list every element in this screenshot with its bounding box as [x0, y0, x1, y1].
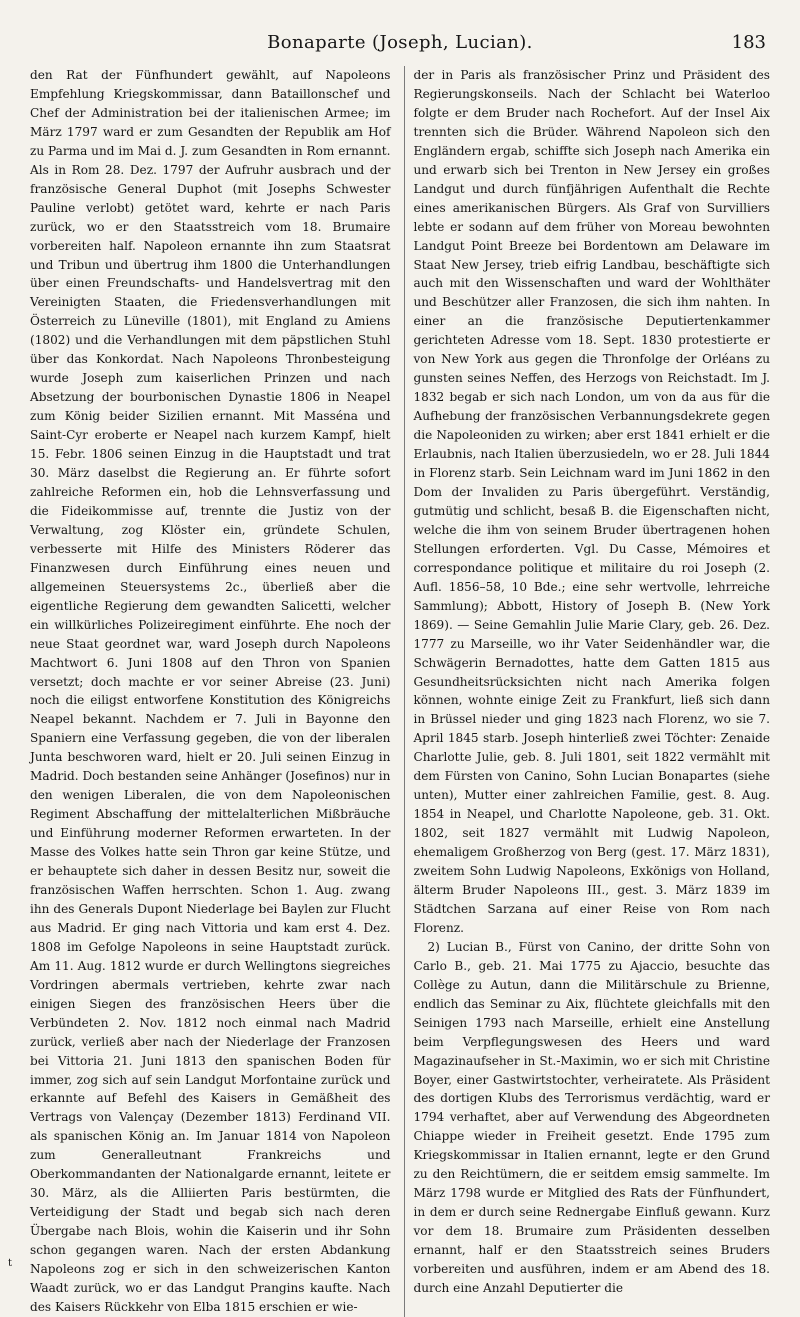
page-header [30, 30, 770, 58]
margin-mark: t [8, 1258, 13, 1269]
left-paragraph-1: den Rat der Fünfhundert gewählt, auf Napoleons Empfehlung Kriegskommissar, dann Bataillonschef und Chef der Administration bei der italienischen Armee; im März 1797 ward er zum Gesandten der Republik am Hof zu Parma und im Mai d. J. zum Gesandten in Rom ernannt. Als in Rom 28. Dez. 1797 der Aufruhr ausbrach und der französische General Duphot (mit Josephs Schwester Pauline verlobt) getötet ward, kehrte er nach Paris zurück, wo er den Staatsstreich vom 18. Brumaire vorbereiten half. Napoleon ernannte ihn zum Staatsrat und Tribun und übertrug ihm 1800 die Unterhandlungen über einen Freundschafts- und Handelsvertrag mit den Vereinigten Staaten, die Friedensverhandlungen mit Österreich zu Lüneville (1801), mit England zu Amiens (1802) und die Verhandlungen mit dem päpstlichen Stuhl über das Konkordat. Nach Napoleons Thronbesteigung wurde Joseph zum kaiserlichen Prinzen und nach Absetzung der bourbonischen Dynastie 1806 in Neapel zum König beider Sizilien ernannt. Mit Masséna und Saint-Cyr eroberte er Neapel nach kurzem Kampf, hielt 15. Febr. 1806 seinen Einzug in die Hauptstadt und trat 30. März daselbst die Regierung an. Er führte sofort zahlreiche Reformen ein, hob die Lehnsverfassung und die Fideikommisse auf, trennte die Justiz von der Verwaltung, zog Klöster ein, gründete Schulen, verbesserte mit Hilfe des Ministers Röderer das Finanzwesen durch Einführung eines neuen und allgemeinen Steuersystems 2c., überließ aber die eigentliche Regierung dem gewandten Salicetti, welcher ein willkürliches Polizeiregiment einführte. Ehe noch der neue Staat geordnet war, ward Joseph durch Napoleons Machtwort 6. Juni 1808 auf den Thron von Spanien versetzt; doch machte er vor seiner Abreise (23. Juni) noch die eiligst entworfene Konstitution des Königreichs Neapel bekannt. Nachdem er 7. Juli in Bayonne den Spaniern eine Verfassung gegeben, die von der liberalen Junta beschworen ward, hielt er 20. Juli seinen Einzug in Madrid. Doch bestanden seine Anhänger (Josefinos) nur in den wenigen Liberalen, die von dem Napoleonischen Regiment Abschaffung der mittelalterlichen Mißbräuche und Einführung moderner Reformen erwarteten. In der Masse des Volkes hatte sein Thron gar keine Stütze, und er behauptete sich daher in dessen Besitz nur, soweit die französischen Waffen herrschten. Schon 1. Aug. zwang ihn des Generals Dupont Niederlage bei Baylen zur Flucht aus Madrid. Er ging nach Vittoria und kam erst 4. Dez. 1808 im Gefolge Napoleons in seine Hauptstadt zurück. Am 11. Aug. 1812 wurde er durch Wellingtons siegreiches Vordringen abermals vertrieben, kehrte zwar nach einigen Siegen des französischen Heers über die Verbündeten 2. Nov. 1812 noch einmal nach Madrid zurück, verließ aber nach der Niederlage der Franzosen bei Vittoria 21. Juni 1813 den spanischen Boden für immer, zog sich auf sein Landgut Morfontaine zurück und erkannte auf Befehl des Kaisers in Gemäßheit des Vertrags von Valençay (Dezember 1813) Ferdinand VII. als spanischen König an. Im Januar 1814 von Napoleon zum Generalleutnant Frankreichs und Oberkommandanten der Nationalgarde ernannt, leitete er 30. März, als die Alliierten Paris bestürmten, die Verteidigung der Stadt und begab sich nach deren Übergabe nach Blois, wohin die Kaiserin und ihr Sohn schon gegangen waren. Nach der ersten Abdankung Napoleons zog er sich in den schweizerischen Kanton Waadt zurück, wo er das Landgut Prangins kaufte. Nach des Kaisers Rückkehr von Elba 1815 erschien er wie- [30, 68, 391, 1314]
right-column [404, 66, 770, 1317]
running-title: Bonaparte (Joseph, Lucian). [267, 32, 533, 53]
left-column [30, 66, 390, 1317]
text-columns [30, 66, 770, 1317]
right-paragraph-2: 2) Lucian B., Fürst von Canino, der dritte Sohn von Carlo B., geb. 21. Mai 1775 zu Ajaccio, besuchte das Collège zu Autun, dann die Militärschule zu Brienne, endlich das Seminar zu Aix, flüchtete gleichfalls mit den Seinigen 1793 nach Marseille, erhielt eine Anstellung beim Verpflegungswesen des Heers und ward Magazinaufseher in St.-Maximin, wo er sich mit Christine Boyer, einer Gastwirtstochter, verheiratete. Als Präsident des dortigen Klubs des Terrorismus verdächtig, ward er 1794 verhaftet, aber auf Verwendung des Abgeordneten Chiappe wieder in Freiheit gesetzt. Ende 1795 zum Kriegskommissar in Italien ernannt, legte er den Grund zu den Reichtümern, die er seitdem emsig sammelte. Im März 1798 wurde er Mitglied des Rats der Fünfhundert, in dem er durch seine Rednergabe Einfluß gewann. Kurz vor dem 18. Brumaire zum Präsidenten desselben ernannt, half er den Staatsstreich seines Bruders vorbereiten und ausführen, indem er am Abend des 18. durch eine Anzahl Deputierter die [413, 939, 770, 1295]
right-paragraph-1: der in Paris als französischer Prinz und Präsident des Regierungskonseils. Nach der Schlacht bei Waterloo folgte er dem Bruder nach Rochefort. Auf der Insel Aix trennten sich die Brüder. Während Napoleon sich den Engländern ergab, schiffte sich Joseph nach Amerika ein und erwarb sich bei Trenton in New Jersey ein großes Landgut und durch fünfjährigen Aufenthalt die Rechte eines amerikanischen Bürgers. Als Graf von Survilliers lebte er sodann auf dem früher von Moreau bewohnten Landgut Point Breeze bei Bordentown am Delaware im Staat New Jersey, trieb eifrig Landbau, beschäftigte sich auch mit den Wissenschaften und ward der Wohlthäter und Beschützer aller Franzosen, die sich ihm nahten. In einer an die französische Deputiertenkammer gerichteten Adresse vom 18. Sept. 1830 protestierte er von New York aus gegen die Thronfolge der Orléans zu gunsten seines Neffen, des Herzogs von Reichstadt. Im J. 1832 begab er sich nach London, um von da aus für die Aufhebung der französischen Verbannungsdekrete gegen die Napoleoniden zu wirken; aber erst 1841 erhielt er die Erlaubnis, nach Italien überzusiedeln, wo er 28. Juli 1844 in Florenz starb. Sein Leichnam ward im Juni 1862 in den Dom der Invaliden zu Paris übergeführt. Verständig, gutmütig und schlicht, besaß B. die Eigenschaften nicht, welche die ihm von seinem Bruder übertragenen hohen Stellungen erforderten. Vgl. Du Casse, Mémoires et correspondance politique et militaire du roi Joseph (2. Aufl. 1856–58, 10 Bde.; eine sehr wertvolle, lehrreiche Sammlung); Abbott, History of Joseph B. (New York 1869). — Seine Gemahlin Julie Marie Clary, geb. 26. Dez. 1777 zu Marseille, wo ihr Vater Seidenhändler war, die Schwägerin Bernadottes, hatte dem Gatten 1815 aus Gesundheitsrücksichten nicht nach Amerika folgen können, wohnte einige Zeit zu Frankfurt, ließ sich dann in Brüssel nieder und ging 1823 nach Florenz, wo sie 7. April 1845 starb. Joseph hinterließ zwei Töchter: Zenaide Charlotte Julie, geb. 8. Juli 1801, seit 1822 vermählt mit dem Fürsten von Canino, Sohn Lucian Bonapartes (siehe unten), Mutter einer zahlreichen Familie, gest. 8. Aug. 1854 in Neapel, und Charlotte Napoleone, geb. 31. Okt. 1802, seit 1827 vermählt mit Ludwig Napoleon, ehemaligem Großherzog von Berg (gest. 17. März 1831), zweitem Sohn Ludwig Napoleons, Exkönigs von Holland, älterm Bruder Napoleons III., gest. 3. März 1839 im Städtchen Sarzana auf einer Reise von Rom nach Florenz. [413, 68, 770, 935]
page-number: 183 [731, 32, 766, 53]
